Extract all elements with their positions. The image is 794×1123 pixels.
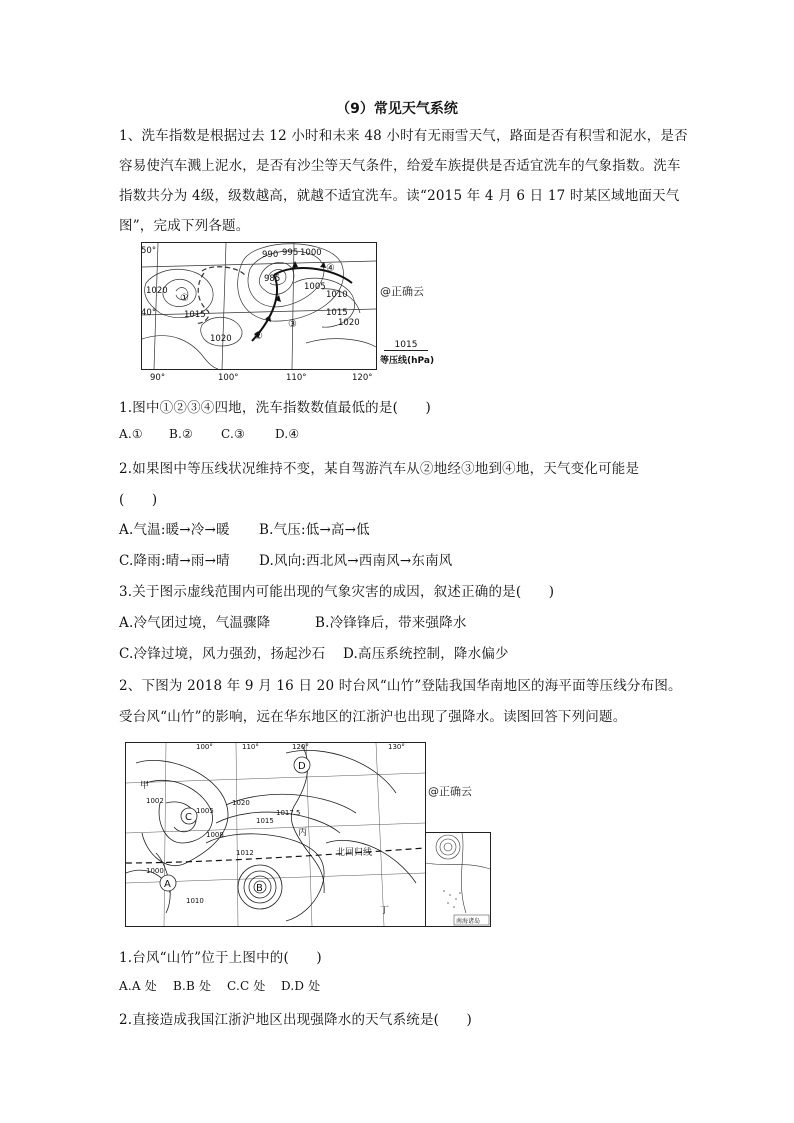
option: B.② (169, 427, 193, 441)
typhoon-map-2018 (125, 742, 426, 927)
option: B.冷锋锋后，带来强降水 (315, 615, 467, 631)
option: C.③ (221, 427, 245, 441)
isobar-label: 1015 (256, 817, 274, 825)
isobar-legend (380, 340, 440, 366)
isobar-label: 1010 (326, 290, 348, 300)
question-stem-cont: ( ) (119, 492, 158, 508)
isobar-label: 985 (264, 274, 281, 284)
lon-label: 90° (150, 373, 166, 383)
option: A.A 处 (119, 979, 157, 993)
option: C.降雨:晴→雨→晴 (119, 553, 230, 569)
region-label-a: A (164, 879, 171, 890)
option: D.高压系统控制，降水偏少 (343, 646, 509, 662)
isobar-label: 1020 (210, 334, 232, 344)
options-row (119, 549, 453, 569)
q1-intro-line: 指数共分为 4级，级数越高，就越不适宜洗车。读“2015 年 4 月 6 日 17 时某区域地面天气 (119, 188, 680, 204)
inset-label: 南海诸岛 (456, 918, 481, 925)
option: A.气温:暖→冷→暖 (119, 522, 230, 538)
option: A.① (119, 427, 143, 441)
lon-label: 130° (388, 743, 405, 751)
point-2-label: ② (254, 331, 263, 342)
isobar-label: 1017.5 (276, 809, 301, 817)
options-row (119, 642, 509, 662)
q2-intro-line: 受台风“山竹”的影响，远在华东地区的江浙沪也出现了强降水。读图回答下列问题。 (119, 709, 627, 725)
region-label-c: C (185, 812, 192, 823)
lat-label: 50° (141, 246, 157, 256)
region-label-jia: 甲 (140, 781, 150, 791)
isobar-label: 1012 (236, 849, 254, 857)
south-china-sea-inset (425, 832, 491, 927)
watermark: @正确云 (380, 285, 424, 298)
option: A.冷气团过境，气温骤降 (119, 615, 271, 631)
question-stem: 2.直接造成我国江浙沪地区出现强降水的天气系统是( ) (119, 1012, 473, 1028)
option: C.冷锋过境，风力强劲，扬起沙石 (119, 646, 326, 662)
isobar-label: 1000 (146, 867, 164, 875)
q1-intro-line: 1、洗车指数是根据过去 12 小时和未来 48 小时有无雨雪天气，路面是否有积雪和泥水，是否 (119, 128, 688, 144)
isobar-label: 1008 (206, 831, 224, 839)
isobar-label: 1010 (186, 897, 204, 905)
lon-label: 100° (196, 743, 213, 751)
weather-map-2015 (141, 242, 377, 383)
lon-label: 110° (286, 373, 307, 383)
isobar-label: 1002 (146, 797, 164, 805)
question-stem: 3.关于图示虚线范围内可能出现的气象灾害的成因，叙述正确的是( ) (119, 584, 555, 600)
tropic-label: 北回归线 (336, 848, 373, 858)
lon-label: 100° (218, 373, 239, 383)
watermark: @正确云 (428, 785, 472, 798)
option: B.B 处 (173, 979, 212, 993)
lon-label: 120° (292, 743, 309, 751)
question-stem: 2.如果图中等压线状况维持不变，某自驾游汽车从②地经③地到④地，天气变化可能是 (119, 461, 640, 477)
point-3-label: ③ (288, 319, 297, 330)
point-1-label: ① (180, 293, 189, 304)
question-stem: 1.台风“山竹”位于上图中的( ) (119, 950, 322, 966)
option: C.C 处 (227, 979, 266, 993)
q1-intro-line: 图”，完成下列各题。 (119, 218, 250, 234)
page-title: （9）常见天气系统 (336, 101, 458, 117)
isobar-label: 1005 (304, 282, 326, 292)
isobar-label: 1015 (326, 308, 348, 318)
option: D.D 处 (281, 979, 321, 993)
lon-label: 110° (242, 743, 259, 751)
isobar-label: 1000 (300, 248, 322, 258)
point-4-label: ④ (326, 263, 335, 274)
option: D.风向:西北风→西南风→东南风 (259, 553, 453, 569)
lon-label: 120° (352, 373, 373, 383)
lat-label: 40° (141, 308, 157, 318)
option: D.④ (275, 427, 300, 441)
region-label-d: D (298, 761, 306, 772)
region-label-ding: 丁 (380, 906, 390, 916)
isobar-label: 1020 (232, 799, 250, 807)
options-row (119, 518, 370, 538)
isobar-label: 990 (262, 250, 279, 260)
legend-text: 等压线(hPa) (380, 356, 435, 366)
isobar-label: 1020 (338, 318, 360, 328)
isobar-label: 1005 (196, 807, 214, 815)
options-row (119, 611, 467, 631)
question-stem: 1.图中①②③④四地，洗车指数数值最低的是( ) (119, 400, 431, 416)
region-label-b: B (256, 883, 263, 894)
region-label-bing: 丙 (298, 828, 308, 838)
option: B.气压:低→高→低 (259, 522, 370, 538)
isobar-label: 995 (282, 248, 299, 258)
isobar-label: 1015 (184, 310, 206, 320)
legend-value: 1015 (384, 340, 428, 351)
isobar-label: 1020 (146, 286, 168, 296)
options-row (119, 977, 320, 994)
q2-intro-line: 2、下图为 2018 年 9 月 16 日 20 时台风“山竹”登陆我国华南地区的海平面等压线分布图。 (119, 678, 682, 694)
q1-intro-line: 容易使汽车溅上泥水，是否有沙尘等天气条件，给爱车族提供是否适宜洗车的气象指数。洗车 (119, 158, 681, 174)
options-row (119, 427, 299, 441)
